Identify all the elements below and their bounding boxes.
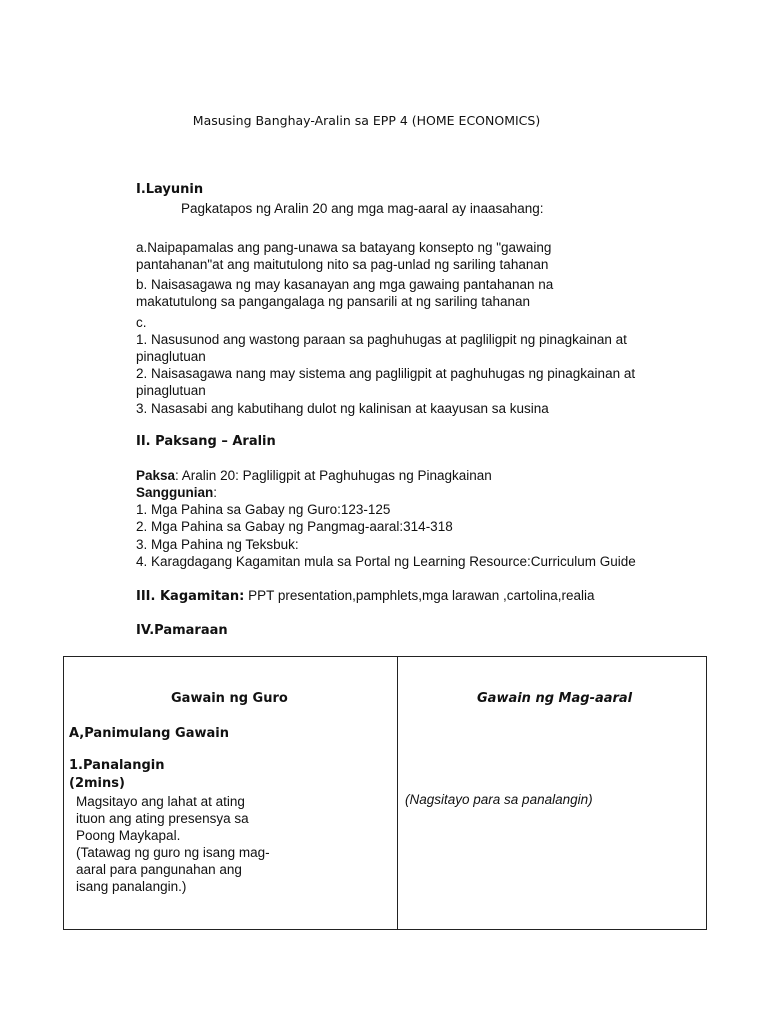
layunin-heading: I.Layunin [136,182,204,197]
paksa-line [136,468,492,483]
pamaraan-heading: IV.Pamaraan [136,623,228,638]
objective-c-label: c. [136,315,147,330]
col-header-mag-aaral: Gawain ng Mag-aaral [477,691,633,706]
kagamitan-line [136,588,595,604]
kagamitan-value: PPT presentation,pamphlets,mga larawan ,cartolina,realia [244,588,595,603]
panalangin-title: 1.Panalangin [69,758,165,773]
objective-a-line1: a.Naipapamalas ang pang-unawa sa batayang konsepto ng "gawaing [136,240,552,255]
objective-b-line1: b. Naisasagawa ng may kasanayan ang mga gawaing pantahanan na [136,277,554,292]
paksa-value: : Aralin 20: Pagliligpit at Paghuhugas ng Pinagkainan [175,468,492,483]
sanggunian-item: 3. Mga Pahina ng Teksbuk: [136,537,299,552]
guro-instruction-line: Poong Maykapal. [76,828,181,843]
sanggunian-item: 1. Mga Pahina sa Gabay ng Guro:123-125 [136,502,391,517]
sanggunian-item: 4. Karagdagang Kagamitan mula sa Portal ng Learning Resource:Curriculum Guide [136,554,636,569]
guro-instruction-line: (Tatawag ng guro ng isang mag- [76,845,270,860]
section-a-heading: A,Panimulang Gawain [69,726,229,741]
sanggunian-label: Sanggunian [136,485,214,500]
kagamitan-label: III. Kagamitan: [136,589,245,604]
sanggunian-colon: : [213,485,218,500]
sanggunian-line [136,485,217,500]
guro-instruction-line: aaral para pangunahan ang [76,862,242,877]
guro-instruction-line: isang panalangin.) [76,879,187,894]
mag-aaral-column [398,657,707,930]
guro-column [64,657,398,930]
layunin-intro: Pagkatapos ng Aralin 20 ang mga mag-aaral ay inaasahang: [181,201,544,216]
sanggunian-item: 2. Mga Pahina sa Gabay ng Pangmag-aaral:314-318 [136,519,453,534]
objective-c2-line2: pinaglutuan [136,383,206,398]
paksang-aralin-heading: II. Paksang – Aralin [136,434,276,449]
guro-instruction-line: ituon ang ating presensya sa [76,811,249,826]
col-header-guro: Gawain ng Guro [171,691,288,706]
objective-c2-line1: 2. Naisasagawa nang may sistema ang pagliligpit at paghuhugas ng pinagkainan at [136,366,636,381]
panalangin-time: (2mins) [69,776,125,791]
document-title: Masusing Banghay-Aralin sa EPP 4 (HOME ECONOMICS) [192,113,541,128]
paksa-label: Paksa [136,468,176,483]
guro-instruction-line: Magsitayo ang lahat at ating [76,794,245,809]
objective-c1-line1: 1. Nasusunod ang wastong paraan sa paghuhugas at pagliligpit ng pinagkainan at [136,332,627,347]
objective-c3: 3. Nasasabi ang kabutihang dulot ng kalinisan at kaayusan sa kusina [136,401,549,416]
objective-c1-line2: pinaglutuan [136,349,206,364]
pamaraan-table [63,656,707,930]
objective-b-line2: makatutulong sa pangangalaga ng pansarili at ng sariling tahanan [136,294,531,309]
objective-a-line2: pantahanan"at ang maitutulong nito sa pag-unlad ng sariling tahanan [136,257,549,272]
mag-aaral-response: (Nagsitayo para sa panalangin) [405,792,593,807]
